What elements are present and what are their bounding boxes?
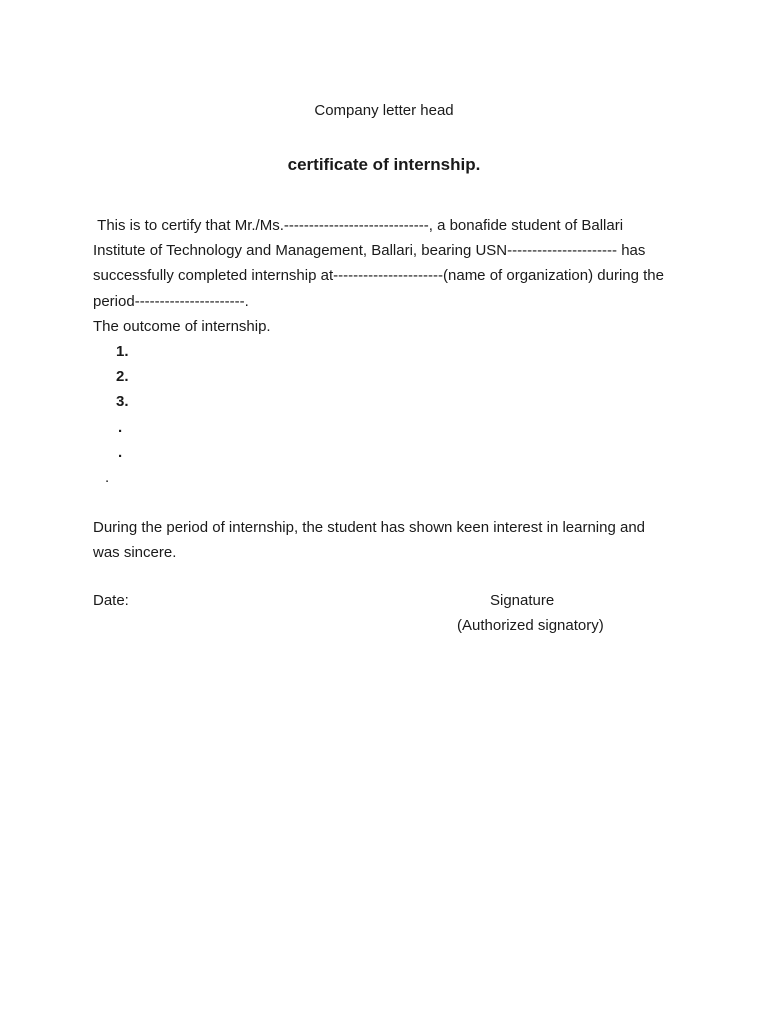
outcome-item: 2. — [116, 368, 129, 386]
authorized-signatory-label: (Authorized signatory) — [457, 617, 604, 634]
outcome-item: . — [118, 443, 123, 461]
company-letterhead: Company letter head — [314, 102, 454, 119]
outcome-item: 3. — [116, 393, 129, 411]
certify-paragraph: This is to certify that Mr./Ms.-----------------------------, a bonafide student of Ballari Institute of Technology and Management, Ballari, bearing USN---------------------- has successfully completed internship at----------------------(name of organization) during the period----------------------. — [93, 217, 669, 310]
outcome-list — [93, 339, 129, 490]
signature-label: Signature — [490, 592, 555, 609]
outcome-heading: The outcome of internship. — [93, 317, 271, 335]
outcome-item: 1. — [116, 343, 129, 360]
outcome-item: . — [118, 418, 123, 436]
certificate-title: certificate of internship. — [287, 155, 481, 174]
date-label: Date: — [93, 592, 129, 609]
closing-paragraph: During the period of internship, the student has shown keen interest in learning and was sincere. — [93, 519, 646, 562]
certificate-body — [93, 213, 673, 339]
outcome-item: . — [105, 469, 110, 487]
